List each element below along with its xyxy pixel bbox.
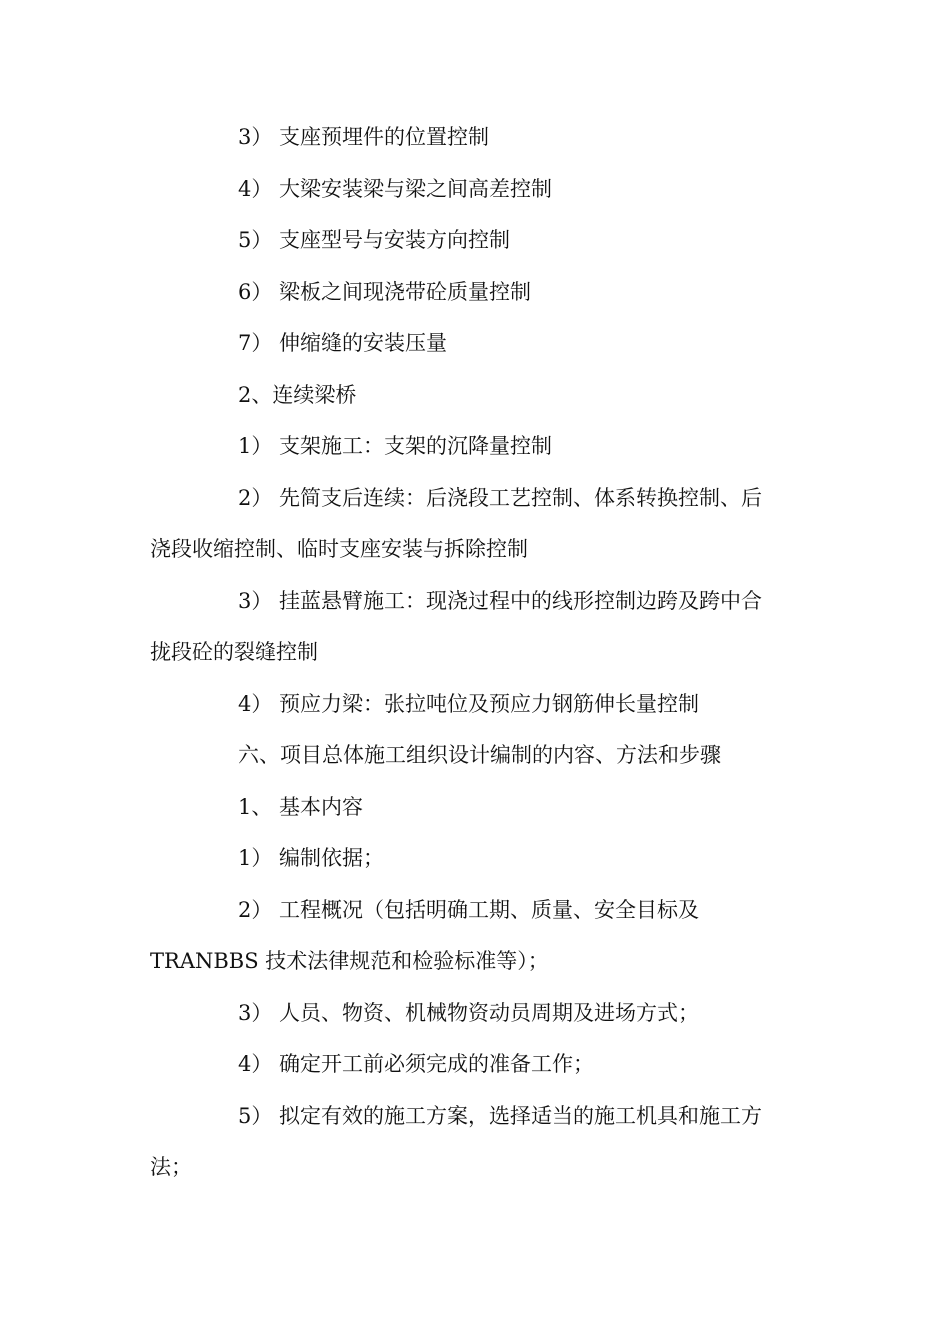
paragraph: 6） 梁板之间现浇带砼质量控制 <box>238 279 532 304</box>
paragraph: 3） 支座预埋件的位置控制 <box>238 125 490 149</box>
section-heading: 六、项目总体施工组织设计编制的内容、方法和步骤 <box>238 743 721 767</box>
section-heading: 2、连续梁桥 <box>238 382 357 407</box>
paragraph: 2） 先简支后连续：后浇段工艺控制、体系转换控制、后 <box>238 485 763 510</box>
paragraph: 1） 编制依据； <box>238 846 385 870</box>
paragraph-continuation: TRANBBS 技术法律规范和检验标准等）； <box>150 949 549 973</box>
paragraph: 5） 拟定有效的施工方案，选择适当的施工机具和施工方 <box>238 1103 763 1128</box>
paragraph: 3） 人员、物资、机械物资动员周期及进场方式； <box>238 1000 700 1025</box>
paragraph: 4） 预应力梁：张拉吨位及预应力钢筋伸长量控制 <box>238 691 700 716</box>
paragraph: 4） 大梁安装梁与梁之间高差控制 <box>238 176 553 201</box>
paragraph: 2） 工程概况（包括明确工期、质量、安全目标及 <box>238 897 700 922</box>
paragraph: 7） 伸缩缝的安装压量 <box>238 331 448 355</box>
paragraph: 3） 挂蓝悬臂施工：现浇过程中的线形控制边跨及跨中合 <box>238 588 763 613</box>
paragraph-continuation: 浇段收缩控制、临时支座安装与拆除控制 <box>150 537 528 561</box>
paragraph-continuation: 拢段砼的裂缝控制 <box>150 640 318 664</box>
paragraph: 4） 确定开工前必须完成的准备工作； <box>238 1052 595 1076</box>
paragraph: 1） 支架施工：支架的沉降量控制 <box>238 434 553 458</box>
paragraph: 5） 支座型号与安装方向控制 <box>238 228 511 252</box>
subsection-heading: 1、 基本内容 <box>238 794 364 819</box>
document-body <box>150 112 795 1194</box>
paragraph-continuation: 法； <box>150 1155 192 1179</box>
